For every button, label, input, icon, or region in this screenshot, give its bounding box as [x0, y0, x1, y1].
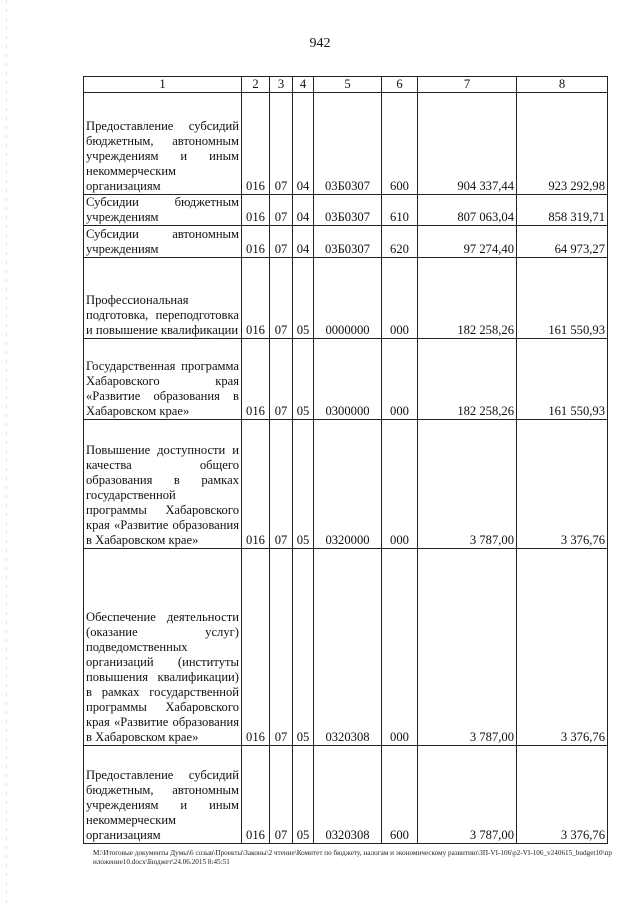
cell-target-code: 03Б0307 — [314, 195, 382, 226]
cell-section: 07 — [270, 258, 293, 339]
cell-amount-1: 3 787,00 — [418, 746, 517, 844]
header-cell: 6 — [382, 77, 418, 93]
cell-amount-2: 64 973,27 — [517, 226, 608, 258]
header-cell: 8 — [517, 77, 608, 93]
table-row — [84, 93, 608, 195]
cell-ministry: 016 — [242, 339, 270, 420]
row-name: Повышение доступности и качества общего образования в рамках государственной программы Хабаровского края «Развитие образования в Хабаровском крае» — [84, 420, 242, 549]
cell-target-code: 03Б0307 — [314, 226, 382, 258]
cell-amount-2: 161 550,93 — [517, 339, 608, 420]
table-row — [84, 258, 608, 339]
cell-expense-type: 600 — [382, 93, 418, 195]
cell-subsection: 05 — [293, 258, 314, 339]
cell-amount-2: 3 376,76 — [517, 549, 608, 746]
table-row — [84, 339, 608, 420]
cell-amount-1: 182 258,26 — [418, 258, 517, 339]
cell-amount-2: 858 319,71 — [517, 195, 608, 226]
cell-amount-1: 182 258,26 — [418, 339, 517, 420]
row-name: Обеспечение деятельности (оказание услуг) подведомственных организаций (институты повышения квалификации) в рамках государственной программы Хабаровского края «Развитие образования в Хабаровском крае» — [84, 549, 242, 746]
row-name: Субсидии бюджетным учреждениям — [84, 195, 242, 226]
row-name: Предоставление субсидий бюджетным, автономным учреждениям и иным некоммерческим организациям — [84, 93, 242, 195]
cell-amount-1: 3 787,00 — [418, 549, 517, 746]
cell-section: 07 — [270, 195, 293, 226]
table-row — [84, 226, 608, 258]
cell-expense-type: 000 — [382, 339, 418, 420]
cell-ministry: 016 — [242, 746, 270, 844]
cell-ministry: 016 — [242, 195, 270, 226]
cell-subsection: 04 — [293, 93, 314, 195]
cell-expense-type: 620 — [382, 226, 418, 258]
cell-subsection: 05 — [293, 549, 314, 746]
header-cell: 4 — [293, 77, 314, 93]
footer-file-path: M:\Итоговые документы Думы\6 созыв\Проекты\Законы\2 чтение\Комитет по бюджету, налогам и экономическому развитию\ЗП-VI-106\р2-VI-106_v240615_budget10\приложение10.docx\Бюджет\24.06.2015 8:45:51 — [93, 849, 613, 866]
row-name: Профессиональная подготовка, переподготовка и повышение квалификации — [84, 258, 242, 339]
cell-section: 07 — [270, 226, 293, 258]
table-row — [84, 549, 608, 746]
cell-ministry: 016 — [242, 549, 270, 746]
cell-amount-2: 3 376,76 — [517, 420, 608, 549]
cell-expense-type: 600 — [382, 746, 418, 844]
table-row — [84, 420, 608, 549]
row-name: Предоставление субсидий бюджетным, автономным учреждениям и иным некоммерческим организациям — [84, 746, 242, 844]
cell-target-code: 0320308 — [314, 746, 382, 844]
budget-table — [83, 76, 608, 844]
table-row — [84, 195, 608, 226]
cell-subsection: 04 — [293, 226, 314, 258]
header-cell: 2 — [242, 77, 270, 93]
cell-section: 07 — [270, 93, 293, 195]
cell-subsection: 05 — [293, 746, 314, 844]
cell-subsection: 05 — [293, 339, 314, 420]
cell-section: 07 — [270, 746, 293, 844]
cell-target-code: 0300000 — [314, 339, 382, 420]
cell-subsection: 04 — [293, 195, 314, 226]
cell-expense-type: 000 — [382, 549, 418, 746]
cell-ministry: 016 — [242, 258, 270, 339]
cell-ministry: 016 — [242, 226, 270, 258]
cell-section: 07 — [270, 549, 293, 746]
scan-edge-artifact — [6, 0, 7, 905]
cell-section: 07 — [270, 339, 293, 420]
cell-target-code: 0320000 — [314, 420, 382, 549]
header-cell: 1 — [84, 77, 242, 93]
header-row — [84, 77, 608, 93]
cell-target-code: 0320308 — [314, 549, 382, 746]
page-number: 942 — [309, 36, 331, 51]
cell-target-code: 0000000 — [314, 258, 382, 339]
cell-amount-1: 3 787,00 — [418, 420, 517, 549]
cell-amount-2: 161 550,93 — [517, 258, 608, 339]
cell-ministry: 016 — [242, 420, 270, 549]
header-cell: 7 — [418, 77, 517, 93]
cell-section: 07 — [270, 420, 293, 549]
table-row — [84, 746, 608, 844]
cell-amount-2: 923 292,98 — [517, 93, 608, 195]
cell-amount-1: 807 063,04 — [418, 195, 517, 226]
cell-expense-type: 000 — [382, 420, 418, 549]
cell-ministry: 016 — [242, 93, 270, 195]
row-name: Субсидии автономным учреждениям — [84, 226, 242, 258]
row-name: Государственная программа Хабаровского края «Развитие образования в Хабаровском крае» — [84, 339, 242, 420]
cell-target-code: 03Б0307 — [314, 93, 382, 195]
cell-subsection: 05 — [293, 420, 314, 549]
cell-amount-1: 904 337,44 — [418, 93, 517, 195]
cell-expense-type: 000 — [382, 258, 418, 339]
cell-amount-1: 97 274,40 — [418, 226, 517, 258]
header-cell: 3 — [270, 77, 293, 93]
header-cell: 5 — [314, 77, 382, 93]
cell-amount-2: 3 376,76 — [517, 746, 608, 844]
cell-expense-type: 610 — [382, 195, 418, 226]
